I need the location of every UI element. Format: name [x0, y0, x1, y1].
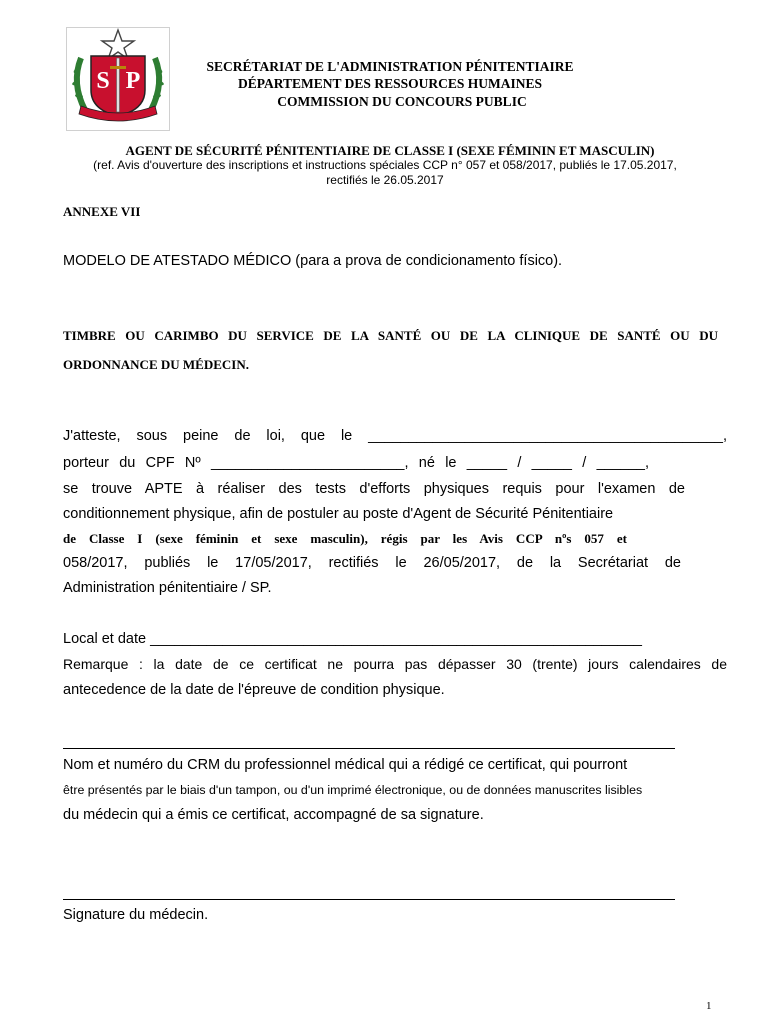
attest-line-5: de Classe I (sexe féminin et sexe masculin), régis par les Avis CCP nºs 057 et	[63, 531, 627, 546]
header-secretariat: SECRÉTARIAT DE L'ADMINISTRATION PÉNITENTIAIRE	[206, 59, 574, 74]
attest-line-4: conditionnement physique, afin de postuler au poste d'Agent de Sécurité Pénitentiaire	[63, 506, 614, 522]
stamp-instruction-line1: TIMBRE OU CARIMBO DU SERVICE DE LA SANTÉ OU DE LA CLINIQUE DE SANTÉ OU DU	[63, 328, 718, 343]
attest-line-6: 058/2017, publiés le 17/05/2017, rectifiés le 26/05/2017, de la Secrétariat de	[63, 555, 681, 571]
attest-line-cpf: porteur du CPF Nº ________________________, né le _____ / _____ / ______,	[63, 455, 649, 471]
signature-label: Signature du médecin.	[63, 907, 209, 923]
logo-letter-p: P	[125, 68, 141, 94]
crm-line3: du médecin qui a émis ce certificat, accompagné de sa signature.	[63, 807, 484, 823]
crm-signature-rule	[63, 748, 675, 749]
remark-line1: Remarque : la date de ce certificat ne pourra pas dépasser 30 (trente) jours calendaires de	[63, 656, 727, 672]
model-title: MODELO DE ATESTADO MÉDICO (para a prova de condicionamento físico).	[63, 253, 563, 269]
exam-ref-line1: (ref. Avis d'ouverture des inscriptions et instructions spéciales CCP n° 057 et 058/2017, publiés le 17.05.2017,	[93, 158, 677, 172]
attest-line-3: se trouve APTE à réaliser des tests d'efforts physiques requis pour l'examen de	[63, 481, 685, 497]
header-department: DÉPARTEMENT DES RESSOURCES HUMAINES	[238, 76, 542, 91]
exam-ref-line2: rectifiés le 26.05.2017	[326, 173, 444, 187]
stamp-instruction-line2: ORDONNANCE DU MÉDECIN.	[63, 357, 249, 372]
remark-line2: antecedence de la date de l'épreuve de condition physique.	[63, 682, 445, 698]
logo-letter-s: S	[96, 68, 110, 94]
crm-line1: Nom et numéro du CRM du professionnel médical qui a rédigé ce certificat, qui pourront	[63, 757, 628, 773]
attest-line-name: J'atteste, sous peine de loi, que le ____________________________________________,	[63, 428, 727, 444]
page-number: 1	[706, 1000, 712, 1012]
doctor-signature-rule	[63, 899, 675, 900]
coat-of-arms-logo	[66, 27, 170, 131]
header-commission: COMMISSION DU CONCOURS PUBLIC	[277, 94, 527, 109]
exam-title: AGENT DE SÉCURITÉ PÉNITENTIAIRE DE CLASSE I (SEXE FÉMININ ET MASCULIN)	[125, 143, 655, 158]
crm-line2: être présentés par le biais d'un tampon, ou d'un imprimé électronique, ou de données manuscrites lisibles	[63, 783, 643, 797]
attest-line-7: Administration pénitentiaire / SP.	[63, 580, 272, 596]
sp-coat-of-arms-icon	[67, 28, 169, 130]
annex-label: ANNEXE VII	[63, 204, 141, 219]
local-date-field: Local et date _____________________________________________________________	[63, 631, 642, 647]
